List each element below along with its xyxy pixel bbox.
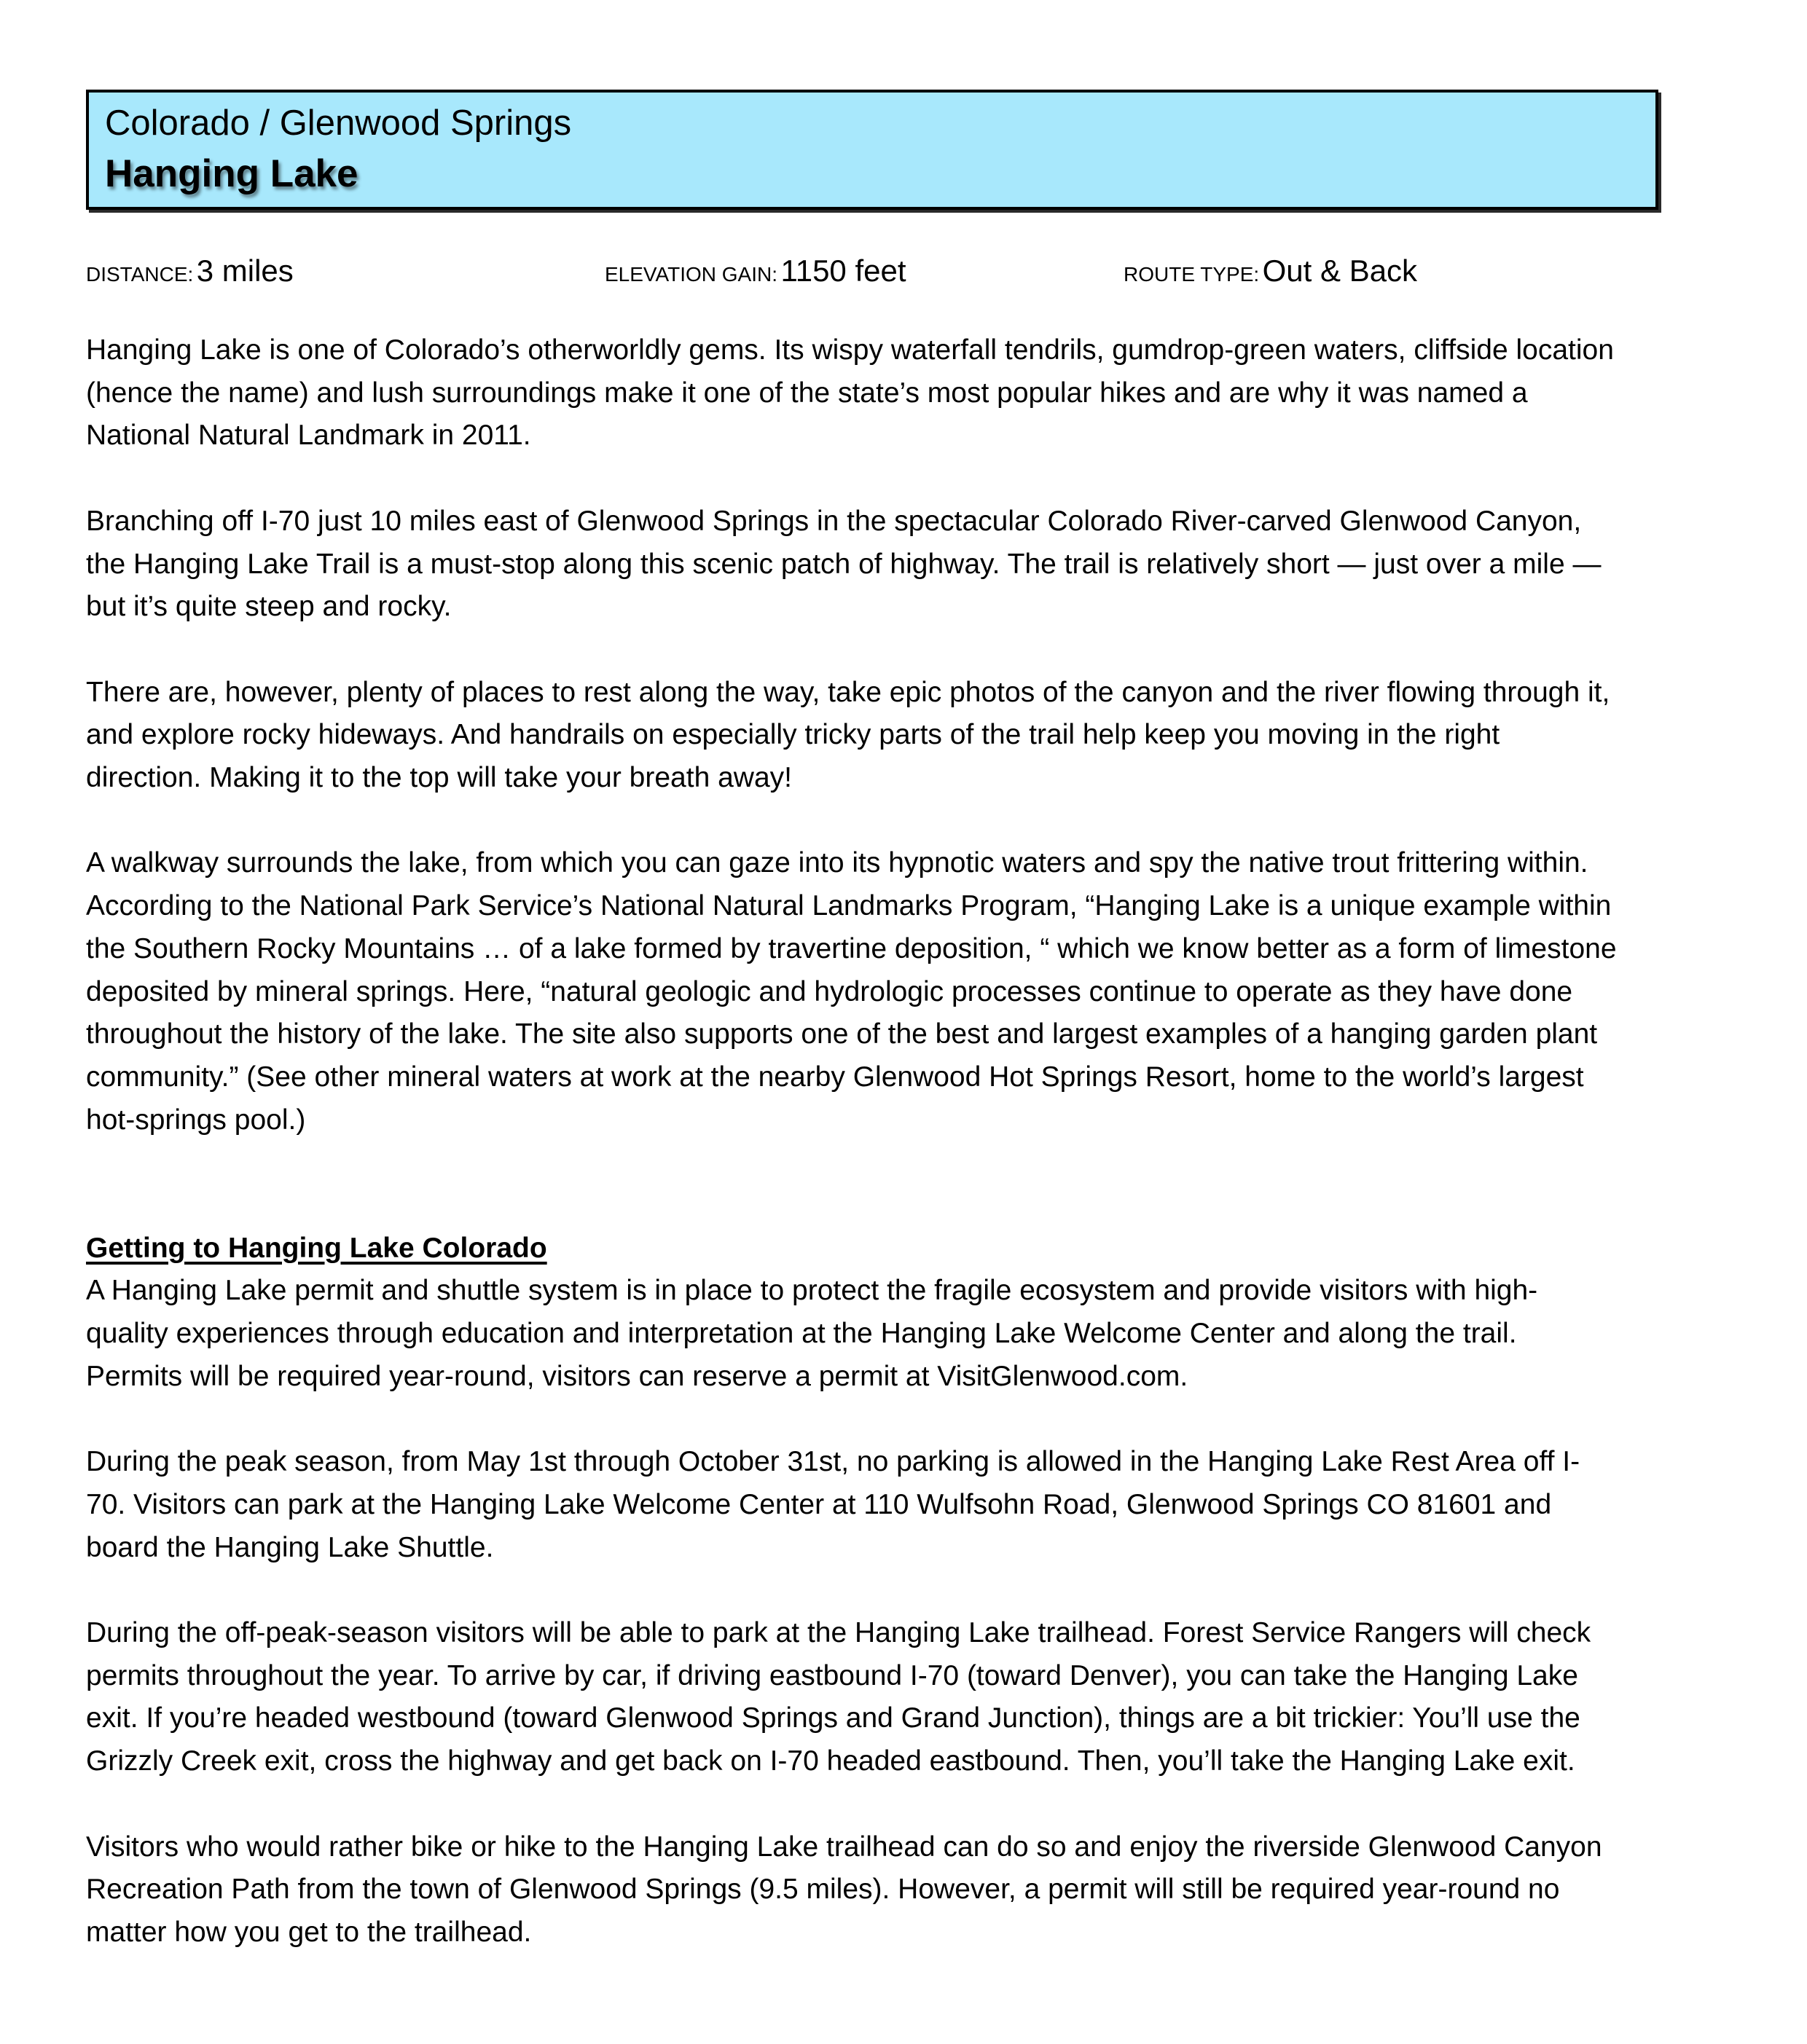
text-line: Branching off I-70 just 10 miles east of Glenwood Springs in the spectacular Colorado River-carved Glenwood Canyon,: [86, 505, 1582, 537]
getting-there-paragraph: [86, 1441, 1762, 1569]
intro-paragraph: [86, 672, 1762, 800]
paragraph-spacer: [86, 629, 1762, 672]
text-line: Visitors who would rather bike or hike to the Hanging Lake trailhead can do so and enjoy the riverside Glenwood Canyon: [86, 1831, 1602, 1863]
text-line: Permits will be required year-round, visitors can reserve a permit at VisitGlenwood.com.: [86, 1360, 1188, 1392]
text-line: Hanging Lake is one of Colorado’s otherworldly gems. Its wispy waterfall tendrils, gumdrop-green waters, cliffside location: [86, 334, 1614, 366]
stat-distance-value: 3 miles: [196, 253, 294, 288]
intro-paragraph: [86, 329, 1762, 457]
getting-there-paragraph: [86, 1612, 1762, 1783]
article-body: [86, 329, 1762, 1954]
text-line: and explore rocky hideways. And handrails on especially tricky parts of the trail help keep you moving in the right: [86, 719, 1500, 751]
text-line: permits throughout the year. To arrive by car, if driving eastbound I-70 (toward Denver), you can take the Hanging Lake: [86, 1659, 1578, 1691]
paragraph-spacer: [86, 1399, 1762, 1442]
text-line: direction. Making it to the top will take your breath away!: [86, 762, 792, 793]
stat-elevation-gain-label: ELEVATION GAIN:: [605, 263, 778, 286]
text-line: quality experiences through education and interpretation at the Hanging Lake Welcome Center and along the trail.: [86, 1318, 1517, 1350]
section-heading-getting-there: Getting to Hanging Lake Colorado: [86, 1232, 547, 1264]
text-line: throughout the history of the lake. The site also supports one of the best and largest examples of a hanging garden plant: [86, 1018, 1598, 1050]
paragraph-spacer: [86, 800, 1762, 843]
stat-route-type-value: Out & Back: [1262, 253, 1418, 288]
intro-paragraph: [86, 500, 1762, 629]
text-line: hot-springs pool.): [86, 1104, 306, 1136]
text-line: There are, however, plenty of places to rest along the way, take epic photos of the canyon and the river flowing through it,: [86, 676, 1610, 708]
paragraph-spacer: [86, 1569, 1762, 1612]
text-line: board the Hanging Lake Shuttle.: [86, 1531, 494, 1563]
breadcrumb: Colorado / Glenwood Springs: [105, 103, 572, 143]
text-line: 70. Visitors can park at the Hanging Lake Welcome Center at 110 Wulfsohn Road, Glenwood Springs CO 81601 and: [86, 1488, 1552, 1520]
stat-elevation-gain: [605, 253, 906, 288]
text-line: Recreation Path from the town of Glenwood Springs (9.5 miles). However, a permit will still be required year-round no: [86, 1874, 1560, 1906]
text-line: but it’s quite steep and rocky.: [86, 591, 452, 623]
page-title: Hanging Lake: [105, 152, 358, 195]
text-line: deposited by mineral springs. Here, “natural geologic and hydrologic processes continue to operate as they have done: [86, 975, 1573, 1007]
text-line: the Hanging Lake Trail is a must-stop along this scenic patch of highway. The trail is relatively short — just over a mile —: [86, 548, 1602, 580]
stat-distance-label: DISTANCE:: [86, 263, 194, 286]
paragraph-spacer: [86, 1783, 1762, 1826]
stat-distance: [86, 253, 294, 288]
text-line: Grizzly Creek exit, cross the highway and get back on I-70 headed eastbound. Then, you’ll take the Hanging Lake exit.: [86, 1745, 1575, 1777]
text-line: A walkway surrounds the lake, from which you can gaze into its hypnotic waters and spy the native trout frittering within.: [86, 847, 1588, 879]
stat-route-type: [1124, 253, 1417, 288]
getting-there-paragraph: [86, 1270, 1762, 1398]
text-line: the Southern Rocky Mountains … of a lake formed by travertine deposition, “ which we know better as a form of limestone: [86, 932, 1617, 964]
getting-there-paragraph: [86, 1826, 1762, 1954]
text-line: A Hanging Lake permit and shuttle system is in place to protect the fragile ecosystem and provide visitors with high-: [86, 1275, 1538, 1307]
text-line: According to the National Park Service’s National Natural Landmarks Program, “Hanging Lake is a unique example within: [86, 890, 1612, 922]
text-line: (hence the name) and lush surroundings make it one of the state’s most popular hikes and are why it was named a: [86, 377, 1528, 409]
text-line: matter how you get to the trailhead.: [86, 1916, 532, 1948]
stat-elevation-gain-value: 1150 feet: [780, 253, 906, 288]
trail-stats: [0, 253, 1807, 297]
paragraph-spacer: [86, 457, 1762, 500]
text-line: During the off-peak-season visitors will be able to park at the Hanging Lake trailhead. Forest Service Rangers will check: [86, 1617, 1591, 1648]
text-line: National Natural Landmark in 2011.: [86, 420, 531, 452]
stat-route-type-label: ROUTE TYPE:: [1124, 263, 1260, 286]
text-line: community.” (See other mineral waters at work at the nearby Glenwood Hot Springs Resort, home to the world’s largest: [86, 1061, 1584, 1093]
text-line: During the peak season, from May 1st through October 31st, no parking is allowed in the Hanging Lake Rest Area off I-: [86, 1446, 1580, 1478]
text-line: exit. If you’re headed westbound (toward Glenwood Springs and Grand Junction), things are a bit trickier: You’ll use the: [86, 1702, 1580, 1734]
header-banner: [86, 90, 1658, 210]
section-spacer: [86, 1141, 1762, 1227]
intro-paragraph: [86, 842, 1762, 1141]
